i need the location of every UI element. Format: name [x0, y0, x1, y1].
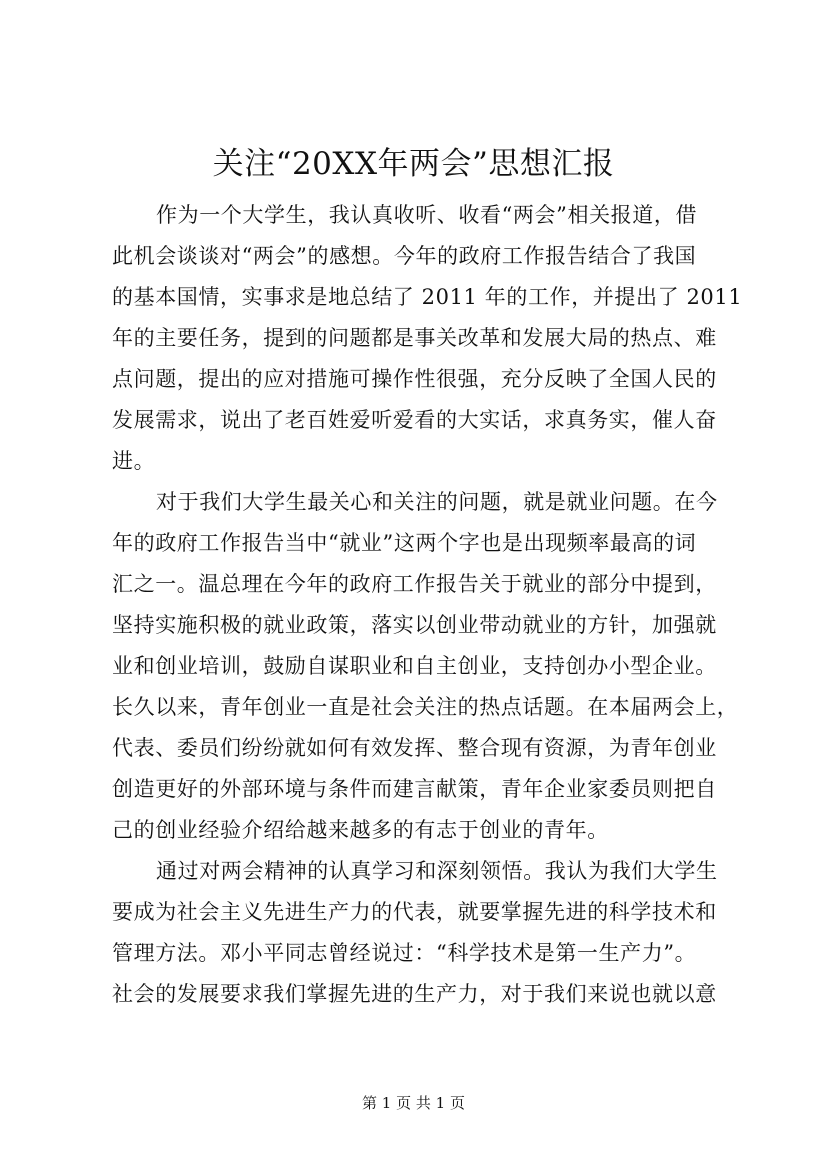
paragraph-1-line-6: 发展需求，说出了老百姓爱听爱看的大实话，求真务实，催人奋 [112, 408, 717, 432]
page-number-footer: 第 1 页 共 1 页 [362, 1094, 465, 1112]
paragraph-2-line-8: 创造更好的外部环境与条件而建言献策，青年企业家委员则把自 [112, 777, 717, 801]
paragraph-1-line-1: 作为一个大学生，我认真收听、收看“两会”相关报道，借 [156, 203, 698, 227]
paragraph-3-line-2: 要成为社会主义先进生产力的代表，就要掌握先进的科学技术和 [112, 900, 717, 924]
document-body [112, 195, 743, 1015]
paragraph-2-line-6: 长久以来，青年创业一直是社会关注的热点话题。在本届两会上， [112, 695, 739, 719]
paragraph-2-line-1: 对于我们大学生最关心和关注的问题，就是就业问题。在今 [156, 490, 718, 514]
paragraph-2-line-2: 年的政府工作报告当中“就业”这两个字也是出现频率最高的词 [112, 531, 697, 555]
paragraph-3-line-4: 社会的发展要求我们掌握先进的生产力，对于我们来说也就以意 [112, 982, 717, 1006]
paragraph-3-line-3: 管理方法。邓小平同志曾经说过：“科学技术是第一生产力”。 [112, 941, 697, 965]
paragraph-1-line-5: 点问题，提出的应对措施可操作性很强，充分反映了全国人民的 [112, 367, 717, 391]
paragraph-2-line-9: 己的创业经验介绍给越来越多的有志于创业的青年。 [112, 818, 609, 842]
paragraph-1-line-4: 年的主要任务，提到的问题都是事关改革和发展大局的热点、难 [112, 326, 717, 350]
paragraph-1-line-7: 进。 [112, 449, 156, 473]
document-title: 关注“20XX年两会”思想汇报 [212, 146, 615, 182]
paragraph-2-line-7: 代表、委员们纷纷就如何有效发挥、整合现有资源，为青年创业 [112, 736, 717, 760]
paragraph-1-line-2: 此机会谈谈对“两会”的感想。今年的政府工作报告结合了我国 [112, 244, 697, 268]
paragraph-1-line-3: 的基本国情，实事求是地总结了 2011 年的工作，并提出了 2011 [112, 285, 743, 309]
paragraph-2-line-5: 业和创业培训，鼓励自谋职业和自主创业，支持创办小型企业。 [112, 654, 717, 678]
paragraph-2-line-3: 汇之一。温总理在今年的政府工作报告关于就业的部分中提到， [112, 572, 717, 596]
paragraph-2-line-4: 坚持实施积极的就业政策，落实以创业带动就业的方针，加强就 [112, 613, 717, 637]
paragraph-3-line-1: 通过对两会精神的认真学习和深刻领悟。我认为我们大学生 [156, 859, 718, 883]
